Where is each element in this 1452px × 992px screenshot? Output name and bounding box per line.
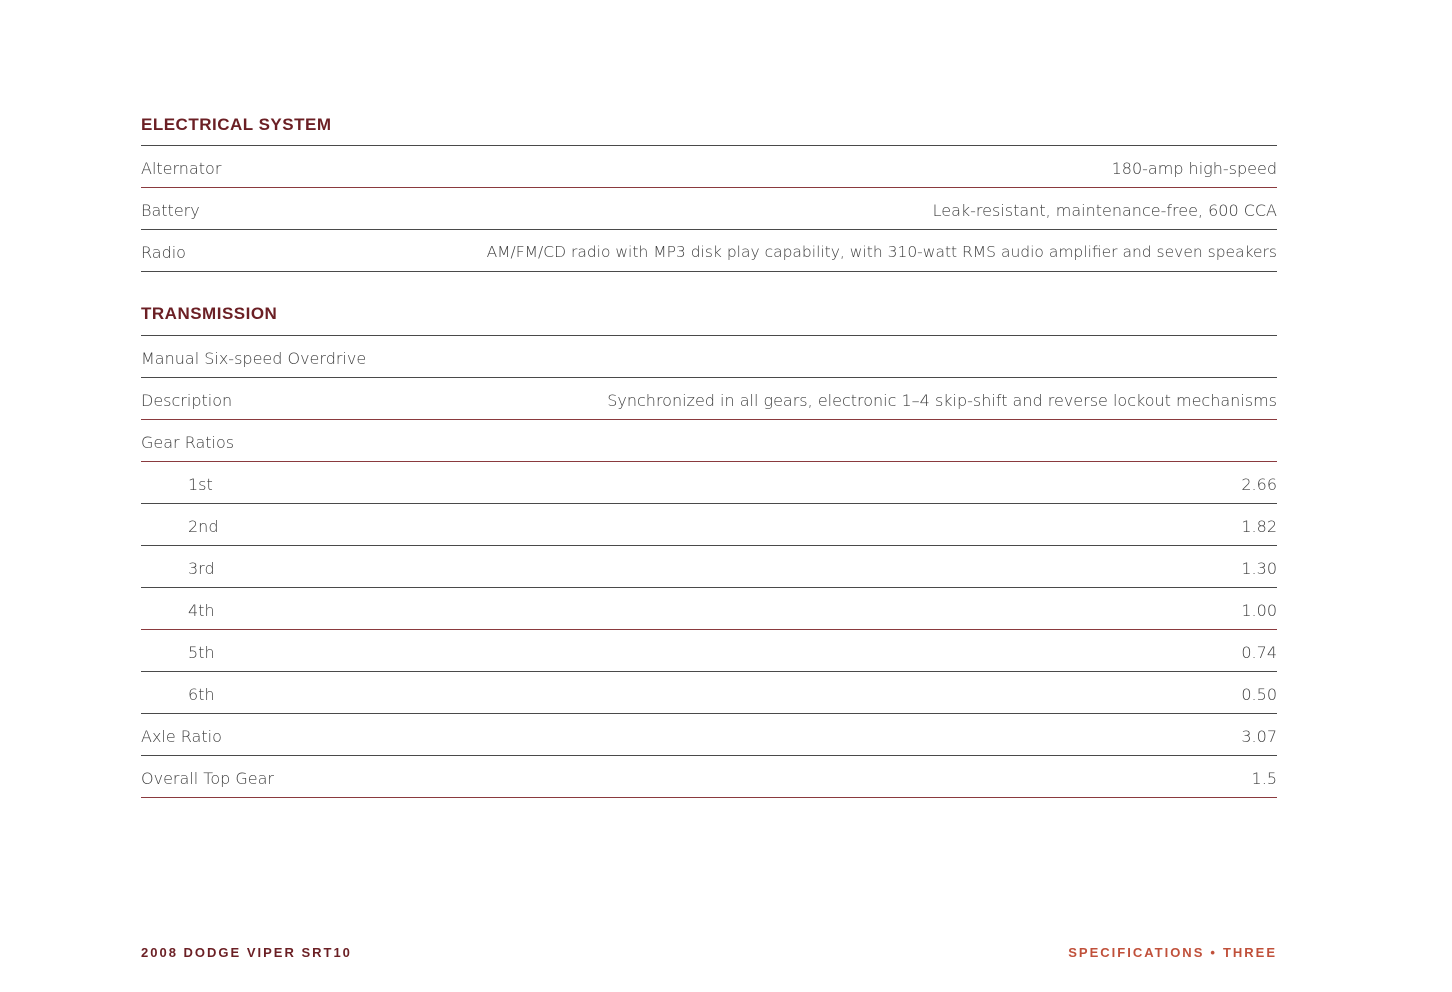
overall-top-gear-value: 1.5 [1251, 769, 1277, 788]
divider [141, 587, 1277, 588]
gear-6th-label: 6th [188, 685, 215, 704]
divider [141, 713, 1277, 714]
divider [141, 271, 1277, 272]
axle-ratio-value: 3.07 [1241, 727, 1277, 746]
divider [141, 229, 1277, 230]
alternator-value: 180-amp high-speed [1111, 159, 1277, 178]
gear-5th-value: 0.74 [1241, 643, 1277, 662]
axle-ratio-label: Axle Ratio [141, 727, 222, 746]
divider [141, 755, 1277, 756]
divider [141, 797, 1277, 798]
overall-top-gear-label: Overall Top Gear [141, 769, 274, 788]
footer-vehicle-title: 2008 DODGE VIPER SRT10 [141, 945, 352, 960]
divider [141, 545, 1277, 546]
gear-6th-value: 0.50 [1241, 685, 1277, 704]
gear-1st-value: 2.66 [1241, 475, 1277, 494]
divider [141, 377, 1277, 378]
transmission-heading: TRANSMISSION [141, 304, 278, 323]
transmission-type-label: Manual Six-speed Overdrive [141, 349, 367, 368]
gear-ratios-label: Gear Ratios [141, 433, 235, 452]
electrical-system-heading: ELECTRICAL SYSTEM [141, 115, 332, 134]
gear-2nd-label: 2nd [188, 517, 219, 536]
gear-5th-label: 5th [188, 643, 215, 662]
gear-1st-label: 1st [188, 475, 213, 494]
gear-4th-value: 1.00 [1241, 601, 1277, 620]
gear-3rd-label: 3rd [188, 559, 215, 578]
gear-3rd-value: 1.30 [1241, 559, 1277, 578]
divider [141, 335, 1277, 336]
battery-label: Battery [141, 201, 200, 220]
footer-section-name: SPECIFICATIONS [1068, 945, 1205, 960]
divider [141, 671, 1277, 672]
divider [141, 419, 1277, 420]
footer-page-label [1068, 945, 1277, 960]
description-label: Description [141, 391, 233, 410]
description-value: Synchronized in all gears, electronic 1–4 skip-shift and reverse lockout mechanisms [607, 391, 1277, 410]
divider [141, 187, 1277, 188]
radio-label: Radio [141, 243, 186, 262]
battery-value: Leak-resistant, maintenance-free, 600 CCA [932, 201, 1277, 220]
divider [141, 503, 1277, 504]
alternator-label: Alternator [141, 159, 222, 178]
divider [141, 461, 1277, 462]
divider [141, 629, 1277, 630]
footer-bullet: • [1210, 945, 1217, 960]
gear-4th-label: 4th [188, 601, 215, 620]
radio-value: AM/FM/CD radio with MP3 disk play capability, with 310-watt RMS audio amplifier and seven speakers [486, 243, 1277, 261]
footer-page-number: THREE [1222, 945, 1277, 960]
gear-2nd-value: 1.82 [1241, 517, 1277, 536]
divider [141, 145, 1277, 146]
